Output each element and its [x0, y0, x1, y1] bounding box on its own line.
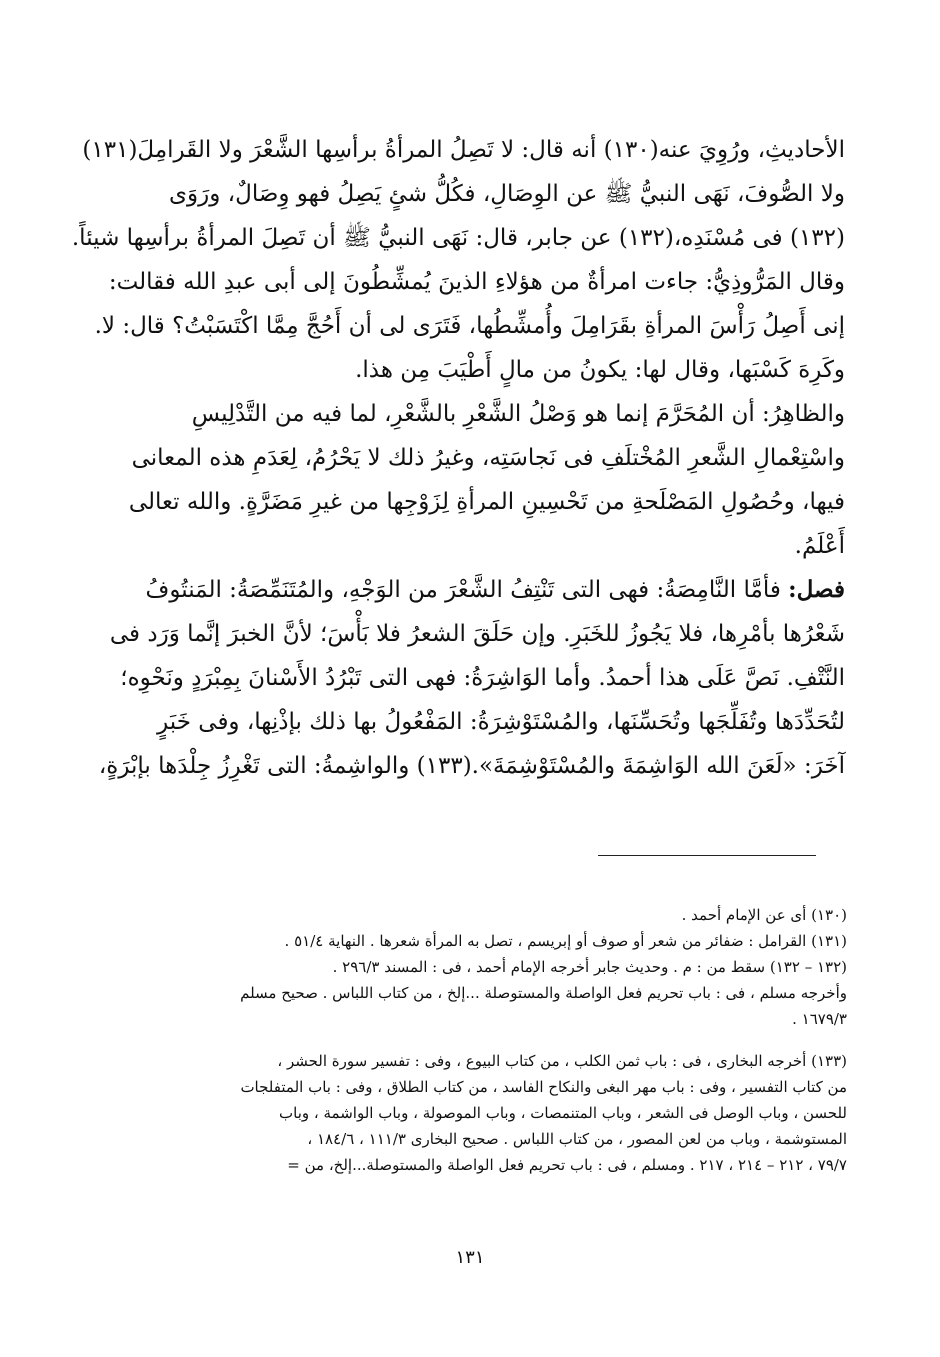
- main-text: [71, 128, 845, 788]
- footnote-130: (١٣٠) أى عن الإمام أحمد .: [681, 906, 847, 924]
- footnote-133-cont: المستوشمة ، وباب من لعن المصور ، من كتاب اللباس . صحيح البخارى ١١١/٣ ، ١٨٤/٦ ،: [307, 1130, 847, 1148]
- footnote-132-cont: ١٦٧٩/٣ .: [792, 1010, 847, 1028]
- page-number: ١٣١: [455, 1247, 485, 1268]
- text-line: أَعْلَمُ.: [794, 533, 845, 559]
- fasl-first-line: [95, 568, 845, 612]
- footnote-131: (١٣١) القرامل : ضفائر من شعر أو صوف أو إبريسم ، تصل به المرأة شعرها . النهاية ٥١/٤ .: [284, 932, 847, 950]
- footnote-133-cont: للحسن ، وباب الوصل فى الشعر ، وباب المتنمصات ، وباب الموصولة ، وباب الواشمة ، وباب: [279, 1104, 847, 1122]
- text-line: ولا الصُّوفَ، نَهَى النبيُّ ﷺ عن الوِصَالِ، فكُلُّ شئٍ يَصِلُ فهو وِصَالٌ، ورَوَى: [169, 181, 845, 207]
- footnote-133-cont: من كتاب التفسير ، وفى : باب مهر البغى والنكاح الفاسد ، من كتاب الطلاق ، وفى : باب المتفلجات: [240, 1078, 847, 1096]
- text-line: واسْتِعْمالِ الشَّعرِ المُخْتلَفِ فى نَجاسَتِه، وغيرُ ذلك لا يَحْرُمُ، لِعَدَمِ هذه المعانى: [131, 445, 845, 471]
- footnotes: [112, 902, 847, 1178]
- text-line: وكَرِهَ كَسْبَها، وقال لها: يكونُ من مالٍ أَطْيَبَ مِن هذا.: [355, 357, 845, 383]
- text-line: الأحاديثِ، ورُوِيَ عنه(١٣٠) أنه قال: لا تَصِلُ المرأةُ برأسِها الشَّعْرَ ولا القَرامِلَ(١٣١): [82, 137, 845, 163]
- fasl-heading: فصل:: [788, 576, 845, 603]
- text-line: إنى أَصِلُ رَأْسَ المرأةِ بقَرَامِلَ وأُمشِّطُها، فَتَرَى لى أن أَحُجَّ مِمَّا اكْتَسَبْتُ؟ قال: لا.: [94, 313, 845, 339]
- text-line: النَّتْفِ. نَصَّ عَلَى هذا أحمدُ. وأما الوَاشِرَةُ: فهى التى تَبْرُدُ الأَسْنانَ بِمِبْرَدٍ ونَحْوِه؛: [120, 665, 845, 691]
- fasl-text: فأمَّا النَّامِصَةُ: فهى التى تَنْتِفُ الشَّعْرَ من الوَجْهِ، والمُتَنَمِّصَةُ: المَنتُوفُ: [145, 577, 781, 603]
- footnote-132: (١٣٢ – ١٣٢) سقط من : م . وحديث جابر أخرجه الإمام أحمد ، فى : المسند ٢٩٦/٣ .: [332, 958, 847, 976]
- text-line: وقال المَرُّوذِيُّ: جاءت امرأةٌ من هؤلاءِ الذينَ يُمشِّطُونَ إلى أبى عبدِ الله فقالت:: [108, 269, 845, 295]
- text-line: فيها، وحُصُولِ المَصْلَحةِ من تَحْسِينِ المرأةِ لِزَوْجِها من غيرِ مَضَرَّةٍ. والله تعالى: [128, 489, 845, 515]
- footnote-132-cont: وأخرجه مسلم ، فى : باب تحريم فعل الواصلة والمستوصلة ...إلخ ، من كتاب اللباس . صحيح مسلم: [240, 984, 847, 1002]
- text-line: آخَرَ: «لَعَنَ الله الوَاشِمَةَ والمُسْتَوْشِمَةَ».(١٣٣) والواشِمةُ: التى تَغْرِزُ جِلْدَها بإبْرَةٍ،: [98, 753, 845, 779]
- footnote-spacer: [112, 1032, 847, 1048]
- text-line: شَعْرُها بأمْرِها، فلا يَجُوزُ للخَبَرِ. وإن حَلَقَ الشعرُ فلا بَأْسَ؛ لأنَّ الخبرَ إنَّما وَرَد فى: [109, 621, 845, 647]
- footnote-133: (١٣٣) أخرجه البخارى ، فى : باب ثمن الكلب ، من كتاب البيوع ، وفى : تفسير سورة الحشر ،: [277, 1052, 847, 1070]
- footnote-divider: [598, 855, 816, 856]
- text-line: والظاهِرُ: أن المُحَرَّمَ إنما هو وَصْلُ الشَّعْرِ بالشَّعْرِ، لما فيه من التَّدْلِيسِ: [191, 401, 845, 427]
- text-line: لتُحَدِّدَها وتُفَلِّجَها وتُحَسِّنَها، والمُسْتَوْشِرَةُ: المَفْعُولُ بها ذلك بإذْنِها، وفى خَبَرٍ: [157, 709, 845, 735]
- text-line: (١٣٢) فى مُسْنَدِه،(١٣٢) عن جابر، قال: نَهَى النبيُّ ﷺ أن تَصِلَ المرأةُ برأسِها شيئاً.: [71, 225, 845, 251]
- footnote-133-cont: ٧٩/٧ ، ٢١٢ – ٢١٤ ، ٢١٧ . ومسلم ، فى : باب تحريم فعل الواصلة والمستوصلة...إلخ، من =: [287, 1156, 847, 1174]
